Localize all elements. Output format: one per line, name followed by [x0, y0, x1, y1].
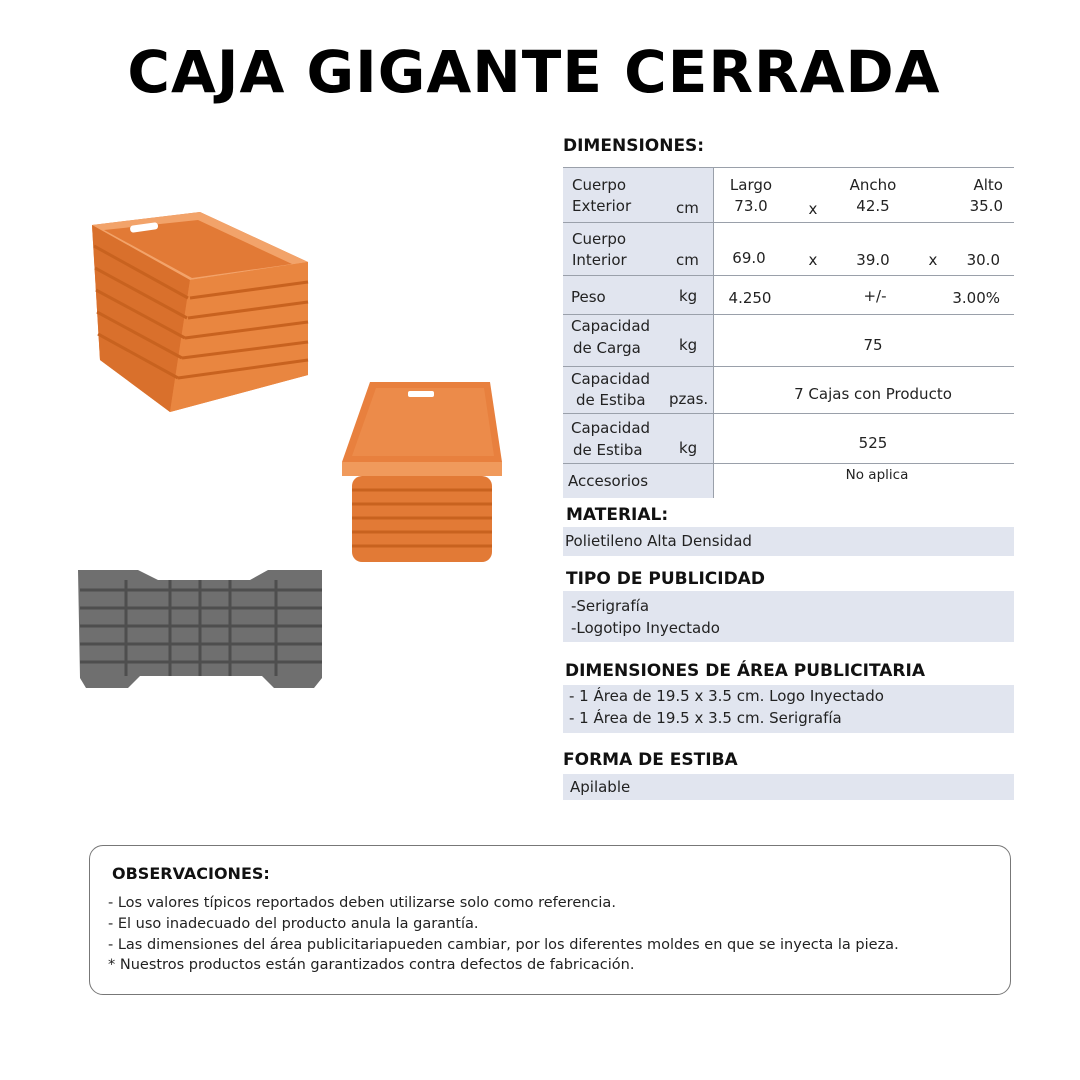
- exterior-label-2: Exterior: [572, 197, 632, 215]
- interior-ancho: 39.0: [856, 251, 890, 269]
- observaciones-line: - Las dimensiones del área publicitariapueden cambiar, por los diferentes moldes en que se inyecta la pieza.: [108, 937, 899, 953]
- carga-label-2: de Carga: [573, 339, 641, 357]
- material-heading: MATERIAL:: [566, 505, 669, 525]
- estiba-kg-unit: kg: [679, 439, 698, 457]
- row-interior: [563, 223, 1014, 276]
- interior-label-2: Interior: [572, 251, 627, 269]
- product-images: [70, 200, 520, 700]
- interior-alto: 30.0: [966, 251, 1000, 269]
- row-capacidad-estiba-pzas: [563, 367, 1014, 414]
- orange-crate-front-image: [342, 382, 502, 562]
- header-alto: Alto: [973, 176, 1003, 194]
- area-heading: DIMENSIONES DE ÁREA PUBLICITARIA: [565, 661, 925, 681]
- estiba-pzas-unit: pzas.: [669, 390, 709, 408]
- forma-heading: FORMA DE ESTIBA: [563, 750, 738, 770]
- observaciones-line: - Los valores típicos reportados deben utilizarse solo como referencia.: [108, 895, 616, 911]
- carga-label-1: Capacidad: [571, 317, 651, 335]
- interior-label-1: Cuerpo: [572, 230, 627, 248]
- exterior-alto: 35.0: [969, 197, 1003, 215]
- exterior-label-1: Cuerpo: [572, 176, 627, 194]
- material-value: Polietileno Alta Densidad: [565, 532, 752, 550]
- row-capacidad-estiba-kg: [563, 414, 1014, 464]
- estiba-kg-label-1: Capacidad: [571, 419, 651, 437]
- exterior-largo: 73.0: [734, 197, 768, 215]
- peso-value: 4.250: [728, 289, 772, 307]
- gray-crate-side-image: [78, 570, 322, 688]
- observaciones-line: * Nuestros productos están garantizados contra defectos de fabricación.: [108, 957, 635, 973]
- exterior-unit: cm: [676, 199, 699, 217]
- interior-x2: x: [928, 251, 938, 269]
- peso-percent: 3.00%: [952, 289, 1000, 307]
- dimensiones-heading: DIMENSIONES:: [563, 136, 705, 156]
- material-band: [563, 527, 1014, 556]
- area-line-2: - 1 Área de 19.5 x 3.5 cm. Serigrafía: [569, 709, 842, 727]
- carga-value: 75: [863, 336, 883, 354]
- publicidad-heading: TIPO DE PUBLICIDAD: [566, 569, 765, 589]
- page-title: CAJA GIGANTE CERRADA: [127, 38, 941, 106]
- dimensions-table: [563, 167, 1014, 498]
- publicidad-band: [563, 591, 1014, 642]
- row-capacidad-carga: [563, 315, 1014, 367]
- observaciones-heading: OBSERVACIONES:: [112, 864, 270, 883]
- estiba-kg-label-2: de Estiba: [573, 441, 643, 459]
- interior-unit: cm: [676, 251, 699, 269]
- publicidad-line-1: -Serigrafía: [571, 597, 650, 615]
- row-exterior: [563, 168, 1014, 223]
- exterior-x: x: [808, 200, 818, 218]
- observaciones-box: [89, 845, 1011, 995]
- row-peso: [563, 276, 1014, 315]
- observaciones-line: - El uso inadecuado del producto anula la garantía.: [108, 916, 479, 932]
- interior-largo: 69.0: [732, 249, 766, 267]
- area-line-1: - 1 Área de 19.5 x 3.5 cm. Logo Inyectado: [569, 687, 884, 705]
- estiba-kg-value: 525: [858, 434, 888, 452]
- peso-tolerance: +/-: [863, 287, 887, 305]
- orange-crate-angled-image: [92, 212, 308, 412]
- area-band: [563, 685, 1014, 733]
- estiba-pzas-label-2: de Estiba: [576, 391, 646, 409]
- carga-unit: kg: [679, 336, 698, 354]
- peso-label: Peso: [571, 288, 606, 306]
- interior-x1: x: [808, 251, 818, 269]
- exterior-ancho: 42.5: [856, 197, 890, 215]
- forma-value: Apilable: [570, 778, 631, 796]
- accesorios-value: No aplica: [845, 467, 909, 483]
- estiba-pzas-label-1: Capacidad: [571, 370, 651, 388]
- accesorios-label: Accesorios: [568, 472, 649, 490]
- publicidad-line-2: -Logotipo Inyectado: [571, 619, 720, 637]
- header-ancho: Ancho: [849, 176, 897, 194]
- estiba-pzas-value: 7 Cajas con Producto: [794, 385, 952, 403]
- forma-band: [563, 774, 1014, 800]
- header-largo: Largo: [729, 176, 773, 194]
- row-accesorios: [563, 464, 1014, 498]
- peso-unit: kg: [679, 287, 698, 305]
